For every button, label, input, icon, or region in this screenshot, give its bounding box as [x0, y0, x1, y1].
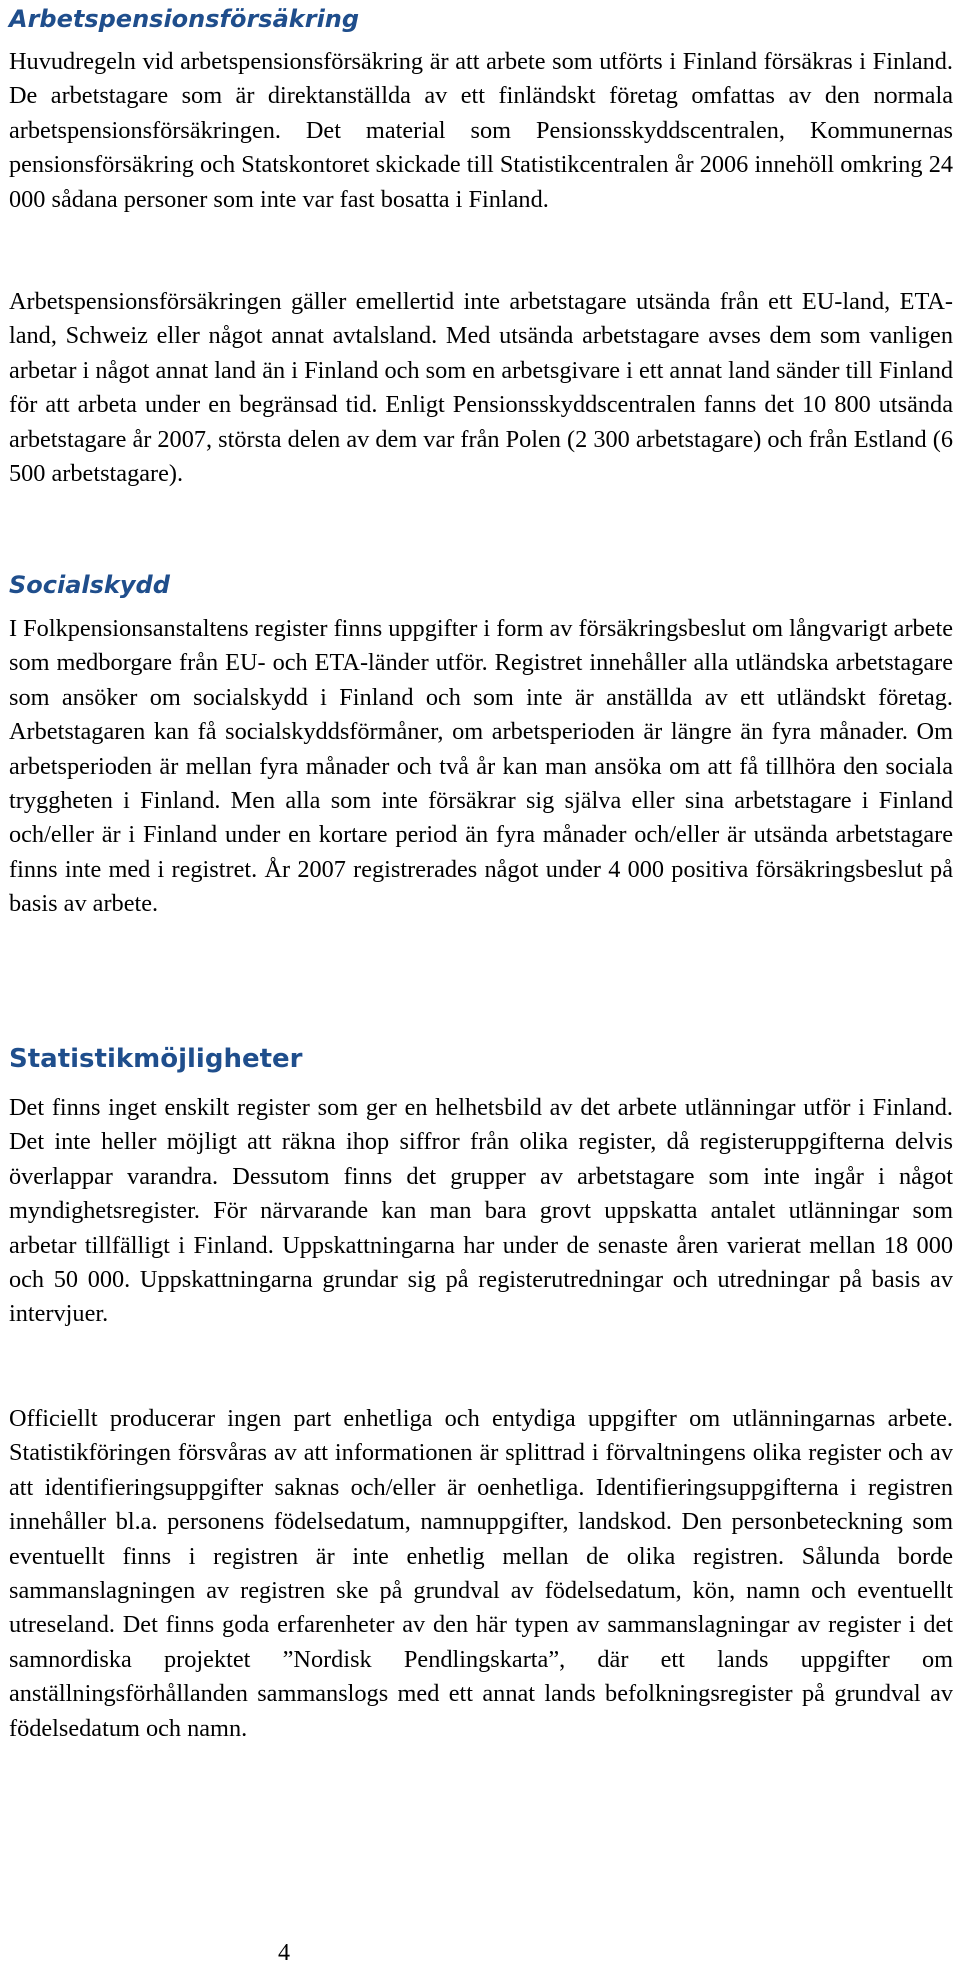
paragraph: Det finns inget enskilt register som ger en helhetsbild av det arbete utlänningar utför i Finland. Det inte heller möjligt att räkna ihop siffror från olika register, då registeruppgifterna delvis överlappar varandra. Dessutom finns det grupper av arbetstagare som inte ingår i något myndighetsregister. För närvarande kan man bara grovt uppskatta antalet utlänningar som arbetar tillfälligt i Finland. Uppskattningarna har under de senaste åren varierat mellan 18 000 och 50 000. Uppskattningarna grundar sig på registerutredningar och utredningar på basis av intervjuer.: [9, 1094, 953, 1328]
section-heading-statistikmojligheter: Statistikmöjligheter: [9, 1044, 303, 1074]
section-heading-socialskydd: Socialskydd: [9, 571, 170, 599]
paragraph: Officiellt producerar ingen part enhetliga och entydiga uppgifter om utlänningarnas arbete. Statistikföringen försvåras av att informationen är splittrad i förvaltningens olika register och av att identifieringsuppgifter saknas och/eller är oenhetliga. Identifieringsuppgifterna i registren innehåller bl.a. personens födelsedatum, namnuppgifter, landskod. Den personbeteckning som eventuellt finns i registren är inte enhetlig mellan de olika registren. Sålunda borde sammanslagningen av registren ske på grundval av födelsedatum, kön, namn och eventuellt utreseland. Det finns goda erfarenheter av den här typen av sammanslagningar av register i det samnordiska projektet ”Nordisk Pendlingskarta”, där ett lands uppgifter om anställningsförhållanden sammanslogs med ett annat lands befolkningsregister på grundval av födelsedatum och namn.: [9, 1405, 953, 1742]
page-number: 4: [278, 1940, 290, 1966]
paragraph: Arbetspensionsförsäkringen gäller emellertid inte arbetstagare utsända från ett EU-land, ETA-land, Schweiz eller något annat avtalsland. Med utsända arbetstagare avses dem som vanligen arbetar i något annat land än i Finland och som en arbetsgivare i ett annat land sänder till Finland för att arbeta under en begränsad tid. Enligt Pensionsskyddscentralen fanns det 10 800 utsända arbetstagare år 2007, största delen av dem var från Polen (2 300 arbetstagare) och från Estland (6 500 arbetstagare).: [9, 288, 953, 488]
paragraph: I Folkpensionsanstaltens register finns uppgifter i form av försäkringsbeslut om långvarigt arbete som medborgare från EU- och ETA-länder utför. Registret innehåller alla utländska arbetstagare som ansöker om socialskydd i Finland och som inte är anställda av ett utländskt företag. Arbetstagaren kan få socialskyddsförmåner, om arbetsperioden är längre än fyra månader. Om arbetsperioden är mellan fyra månader och två år kan man ansöka om att få tillhöra den sociala tryggheten i Finland. Men alla som inte försäkrar sig själva eller sina arbetstagare i Finland och/eller är i Finland under en kortare period än fyra månader och/eller är utsända arbetstagare finns inte med i registret. År 2007 registrerades något under 4 000 positiva försäkringsbeslut på basis av arbete.: [9, 615, 953, 918]
paragraph: Huvudregeln vid arbetspensionsförsäkring är att arbete som utförts i Finland försäkras i Finland. De arbetstagare som är direktanställda av ett finländskt företag omfattas av den normala arbetspensionsförsäkringen. Det material som Pensionsskyddscentralen, Kommunernas pensionsförsäkring och Statskontoret skickade till Statistikcentralen år 2006 innehöll omkring 24 000 sådana personer som inte var fast bosatta i Finland.: [9, 48, 953, 213]
section-heading-arbetspension: Arbetspensionsförsäkring: [9, 5, 360, 33]
